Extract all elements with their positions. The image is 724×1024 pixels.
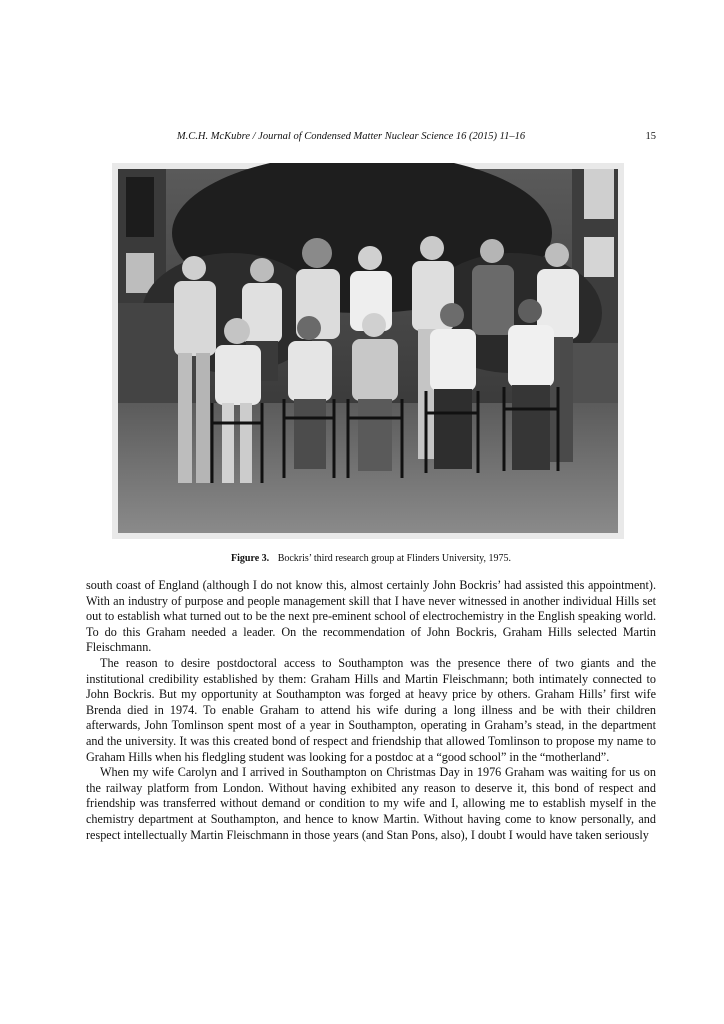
paragraph-2: The reason to desire postdoctoral access to Southampton was the presence there of two giants and the institutional credibility established by them: Graham Hills and Martin Fleischmann; both intimately connected to John Bockris. But my opportunity at Southampton was forged at heavy price by others. Graham Hills’ first wife Brenda died in 1974. To enable Graham to attend his wife during a long illness and be with their children afterwards, John Tomlinson spent most of a year in Southampton, operating in Graham’s stead, in the department and the university. It was this created bond of respect and friendship that allowed Tomlinson to propose my name to Graham Hills when his fledgling student was looking for a postdoc at a “good school” in the “motherland”. xyxy=(86,655,656,764)
paragraph-1: south coast of England (although I do not know this, almost certainly John Bockris’ had assisted this appointment). With an industry of purpose and people management skill that I have never witnessed in another individual Hills set out to establish what turned out to be the next pre-eminent school of electrochemistry in the English speaking world. To do this Graham needed a leader. On the recommendation of John Bockris, Graham Hills selected Martin Fleischmann. xyxy=(86,578,656,655)
figure-label: Figure 3. xyxy=(231,553,270,564)
figure-photo xyxy=(112,163,624,539)
group-photo-image xyxy=(112,163,624,539)
figure-caption xyxy=(86,553,656,564)
paragraph-3: When my wife Carolyn and I arrived in Southampton on Christmas Day in 1976 Graham was waiting for us on the railway platform from London. Without having exhibited any reason to deserve it, this bond of respect and friendship was transferred without demand or condition to my wife and I, allowing me to establish myself in the chemistry department at Southampton, and hence to know Martin. Without having come to know personally, and respect intellectually Martin Fleischmann in those years (and Stan Pons, also), I doubt I would have taken seriously xyxy=(86,765,656,842)
body-text xyxy=(86,578,656,843)
figure-caption-text: Bockris’ third research group at Flinders University, 1975. xyxy=(277,553,511,564)
page-number: 15 xyxy=(645,131,656,142)
running-header xyxy=(86,131,656,147)
running-title: M.C.H. McKubre / Journal of Condensed Matter Nuclear Science 16 (2015) 11–16 xyxy=(176,131,526,142)
